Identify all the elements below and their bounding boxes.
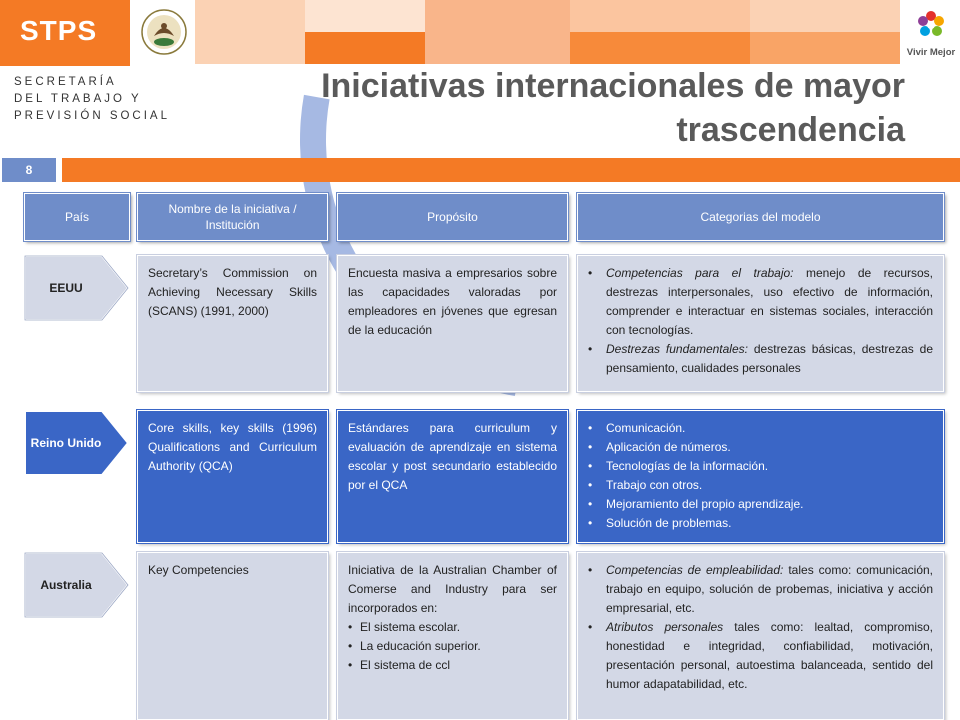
header-pais: País [24, 193, 130, 241]
categories-cell [577, 410, 944, 543]
list-item: • Tecnologías de la información. [588, 457, 933, 476]
initiative-cell: Key Competencies [137, 552, 328, 720]
secretaria-line-3: PREVISIÓN SOCIAL [14, 110, 171, 122]
secretaria-line-2: DEL TRABAJO Y [14, 93, 142, 105]
list-item: • Competencias para el trabajo: menejo de recursos, destrezas interpersonales, uso efectivo de información, comprender e interactuar en sistemas sociales, interacción con tecnologías. [588, 264, 933, 340]
stps-logo-text: STPS [20, 15, 98, 46]
list-item: • La educación superior. [348, 637, 557, 656]
categories-cell [577, 255, 944, 392]
country-arrow-eeuu [24, 255, 130, 321]
secretaria-label [0, 66, 195, 130]
top-color-band [195, 0, 900, 64]
initiative-cell: Secretary’s Commission on Achieving Necessary Skills (SCANS) (1991, 2000) [137, 255, 328, 392]
list-item: • Comunicación. [588, 419, 933, 438]
categories-list [588, 561, 933, 694]
list-item: • Competencias de empleabilidad: tales como: comunicación, trabajo en equipo, solución de probemas, iniciativa y acción empresarial, etc. [588, 561, 933, 618]
country-arrow-australia [24, 552, 130, 618]
national-seal-icon [140, 6, 188, 58]
header-proposito: Propósito [337, 193, 568, 241]
vivir-mejor-flower-icon [916, 10, 946, 40]
vivir-mejor-logo [902, 10, 960, 62]
page-title: Iniciativas internacionales de mayor trascendencia [321, 67, 905, 149]
purpose-intro: Iniciativa de la Australian Chamber of Comerse and Industry para ser incorporados en: [348, 563, 557, 615]
list-item: • Aplicación de números. [588, 438, 933, 457]
orange-rule-bar [62, 158, 960, 182]
header-iniciativa: Nombre de la iniciativa / Institución [137, 193, 328, 241]
mexico-seal [130, 0, 195, 66]
secretaria-line-1: SECRETARÍA [14, 76, 117, 88]
categories-cell [577, 552, 944, 720]
stps-logo [0, 0, 130, 66]
vivir-mejor-text: Vivir Mejor [906, 47, 956, 58]
categories-list [588, 419, 933, 533]
purpose-list [348, 618, 557, 675]
purpose-cell: Estándares para curriculum y evaluación de aprendizaje en sistema escolar y post secundario establecido por el QCA [337, 410, 568, 543]
page-number-box [2, 158, 56, 182]
list-item: • Atributos personales tales como: lealtad, compromiso, honestidad e integridad, confiabilidad, motivación, presentación personal, autoestima balanceada, sentido del humor adapatabilidad, etc. [588, 618, 933, 694]
header-categorias: Categorias del modelo [577, 193, 944, 241]
country-arrow-reino-unido [24, 410, 130, 476]
categories-list [588, 264, 933, 378]
purpose-cell [337, 552, 568, 720]
list-item: • Trabajo con otros. [588, 476, 933, 495]
list-item: • El sistema de ccl [348, 656, 557, 675]
list-item: • Solución de problemas. [588, 514, 933, 533]
country-label: Australia [40, 578, 92, 592]
list-item: • Mejoramiento del propio aprendizaje. [588, 495, 933, 514]
country-label: Reino Unido [30, 436, 102, 450]
initiative-cell: Core skills, key skills (1996) Qualifications and Curriculum Authority (QCA) [137, 410, 328, 543]
list-item: • Destrezas fundamentales: destrezas básicas, destrezas de pensamiento, cualidades personales [588, 340, 933, 378]
list-item: • El sistema escolar. [348, 618, 557, 637]
purpose-cell: Encuesta masiva a empresarios sobre las capacidades valoradas por empleadores en jóvenes que egresan de la educación [337, 255, 568, 392]
country-label: EEUU [49, 281, 83, 295]
page-number: 8 [25, 163, 33, 177]
